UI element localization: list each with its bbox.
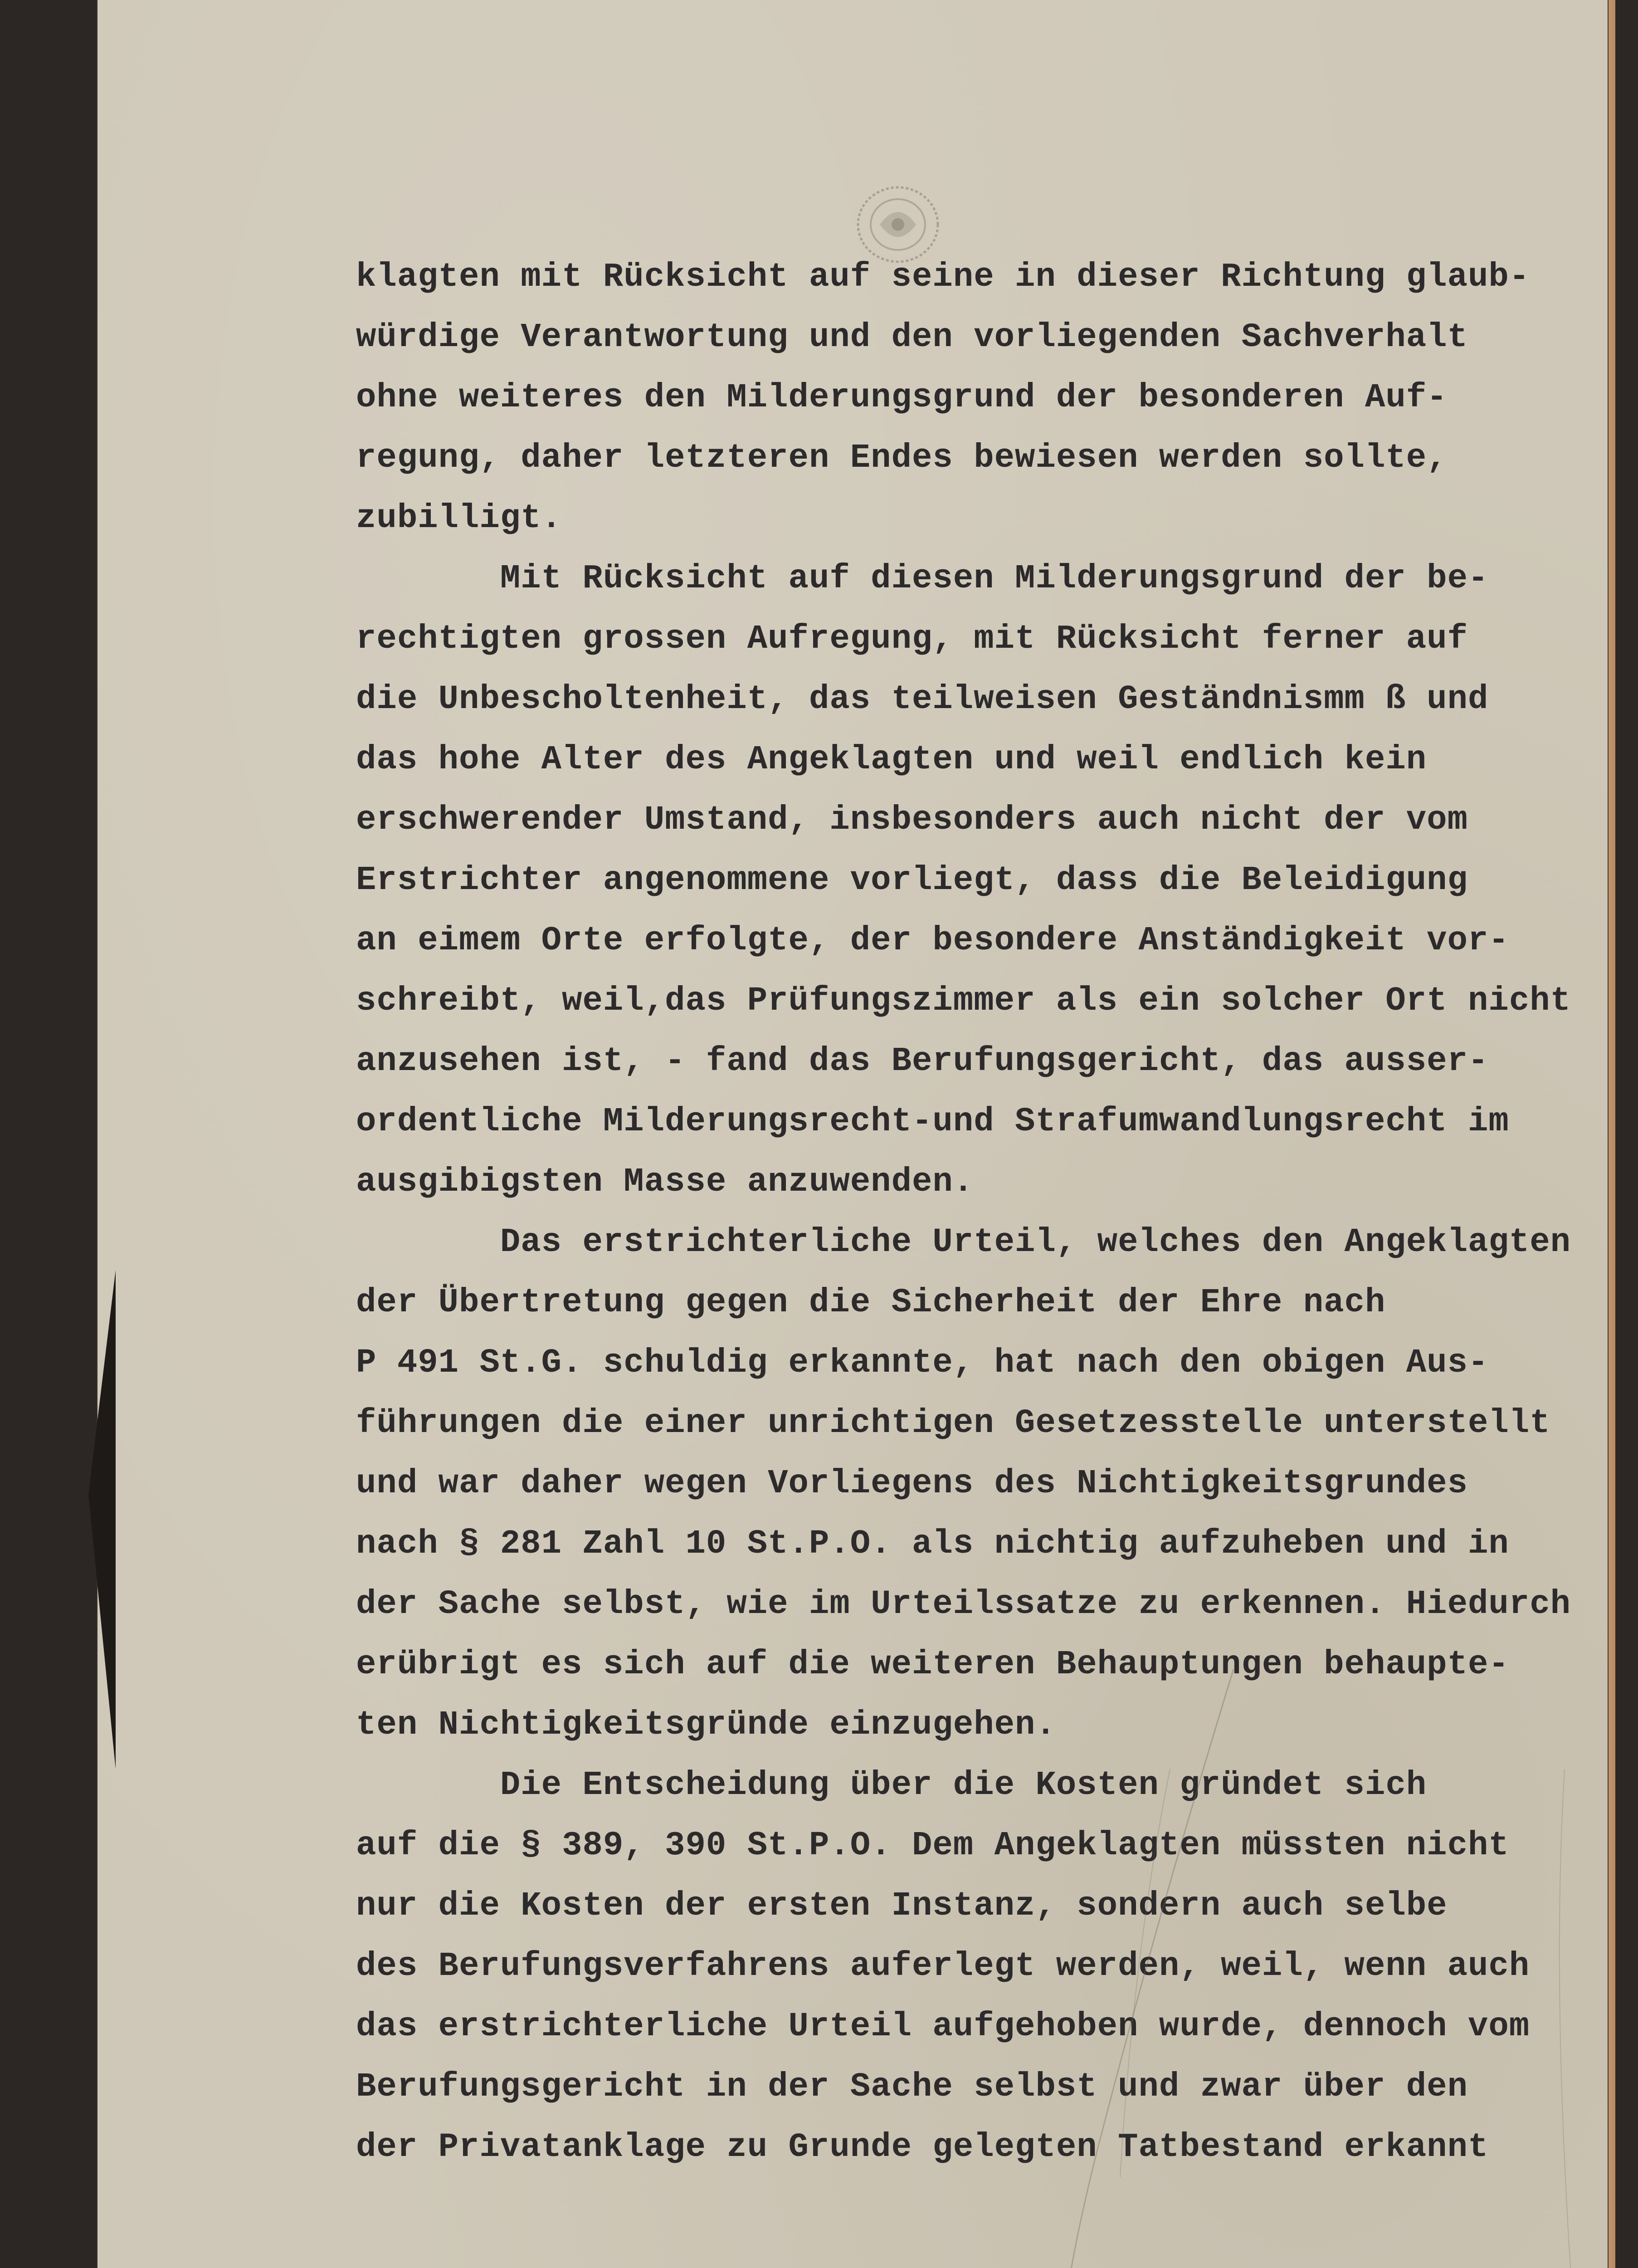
text-line: schreibt, weil,das Prüfungszimmer als ein solcher Ort nicht: [356, 982, 1571, 1020]
text-line: erübrigt es sich auf die weiteren Behauptungen behaupte-: [356, 1646, 1509, 1684]
text-line: das hohe Alter des Angeklagten und weil endlich kein: [356, 741, 1427, 779]
text-line: an eimem Orte erfolgte, der besondere Anständigkeit vor-: [356, 922, 1509, 960]
text-line: Erstrichter angenommene vorliegt, dass die Beleidigung: [356, 861, 1468, 899]
text-line: klagten mit Rücksicht auf seine in dieser Richtung glaub-: [356, 258, 1530, 296]
text-line: Berufungsgericht in der Sache selbst und zwar über den: [356, 2068, 1468, 2106]
text-line: zubilligt.: [356, 499, 562, 538]
text-line: Das erstrichterliche Urteil, welches den Angeklagten: [356, 1223, 1571, 1261]
text-line: der Übertretung gegen die Sicherheit der Ehre nach: [356, 1284, 1386, 1322]
text-line: nach § 281 Zahl 10 St.P.O. als nichtig aufzuheben und in: [356, 1525, 1509, 1563]
text-line: Die Entscheidung über die Kosten gründet sich: [356, 1766, 1427, 1804]
text-line: nur die Kosten der ersten Instanz, sondern auch selbe: [356, 1887, 1448, 1925]
text-line: der Privatanklage zu Grunde gelegten Tatbestand erkannt: [356, 2128, 1489, 2166]
text-line: und war daher wegen Vorliegens des Nichtigkeitsgrundes: [356, 1465, 1468, 1503]
text-line: ausgibigsten Masse anzuwenden.: [356, 1163, 974, 1201]
text-line: regung, daher letzteren Endes bewiesen werden sollte,: [356, 439, 1448, 477]
text-line: anzusehen ist, - fand das Berufungsgericht, das ausser-: [356, 1042, 1489, 1080]
text-line: ordentliche Milderungsrecht-und Strafumwandlungsrecht im: [356, 1103, 1509, 1141]
text-line: Mit Rücksicht auf diesen Milderungsgrund der be-: [356, 560, 1489, 598]
text-line: des Berufungsverfahrens auferlegt werden, weil, wenn auch: [356, 1947, 1530, 1985]
text-line: auf die § 389, 390 St.P.O. Dem Angeklagten müssten nicht: [356, 1827, 1509, 1865]
text-line: führungen die einer unrichtigen Gesetzesstelle unterstellt: [356, 1404, 1550, 1442]
text-line: ten Nichtigkeitsgründe einzugehen.: [356, 1706, 1056, 1744]
text-line: P 491 St.G. schuldig erkannte, hat nach den obigen Aus-: [356, 1344, 1489, 1382]
text-line: würdige Verantwortung und den vorliegenden Sachverhalt: [356, 318, 1468, 357]
text-line: ohne weiteres den Milderungsgrund der besonderen Auf-: [356, 379, 1448, 417]
text-line: erschwerender Umstand, insbesonders auch nicht der vom: [356, 801, 1468, 839]
text-line: das erstrichterliche Urteil aufgehoben wurde, dennoch vom: [356, 2008, 1530, 2046]
text-line: die Unbescholtenheit, das teilweisen Geständnismm ß und: [356, 680, 1489, 719]
document-text: [356, 247, 1608, 2178]
text-line: der Sache selbst, wie im Urteilssatze zu erkennen. Hiedurch: [356, 1585, 1571, 1623]
text-line: rechtigten grossen Aufregung, mit Rücksicht ferner auf: [356, 620, 1468, 658]
